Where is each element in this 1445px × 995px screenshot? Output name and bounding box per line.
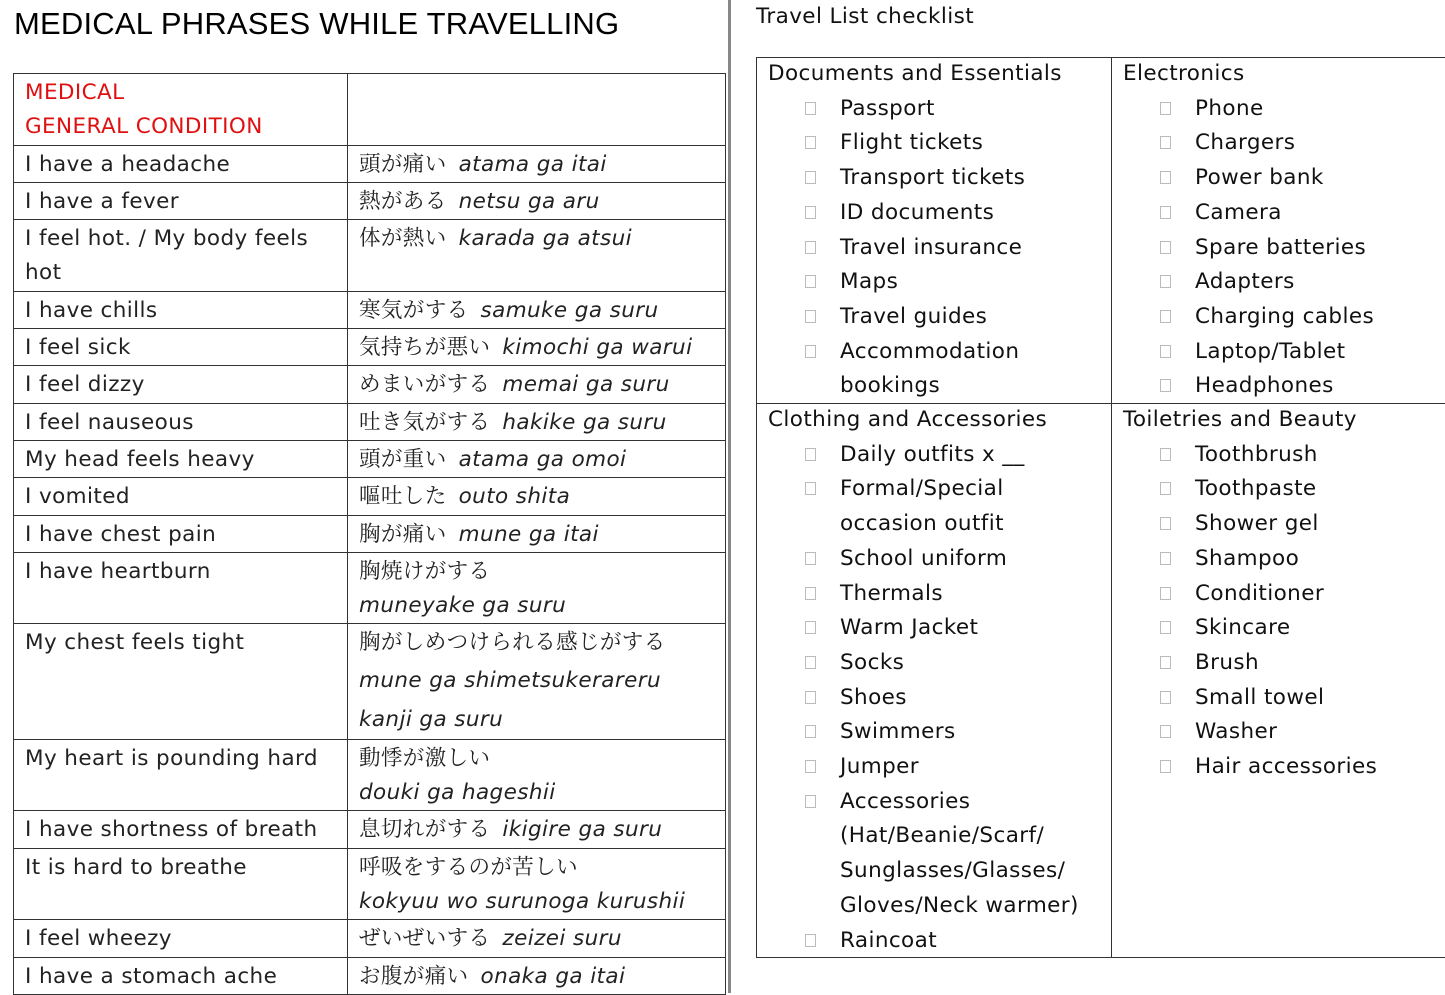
checklist-item[interactable] xyxy=(757,126,1111,161)
checklist-item[interactable] xyxy=(1112,265,1445,300)
checkbox[interactable] xyxy=(1160,102,1171,115)
item-label: Raincoat xyxy=(840,927,938,953)
checkbox[interactable] xyxy=(805,934,816,947)
table-row xyxy=(14,552,726,624)
english-cell: It is hard to breathe xyxy=(14,848,348,920)
table-row xyxy=(14,403,726,440)
checkbox[interactable] xyxy=(805,102,816,115)
table-row xyxy=(14,291,726,328)
english-cell: I feel nauseous xyxy=(14,403,348,440)
table-row xyxy=(14,145,726,182)
japanese-text: 頭が重い xyxy=(359,446,447,472)
checkbox[interactable] xyxy=(805,725,816,738)
checkbox[interactable] xyxy=(805,552,816,565)
checklist-item[interactable] xyxy=(1112,126,1445,161)
japanese-cell xyxy=(348,515,726,552)
item-label: Travel insurance xyxy=(840,234,1023,260)
section-heading: Documents and Essentials xyxy=(768,61,1062,86)
checklist-item[interactable] xyxy=(1112,750,1445,785)
japanese-text: ぜいぜいする xyxy=(359,926,491,952)
romaji-text: mune ga itai xyxy=(458,521,599,547)
item-label: Headphones xyxy=(1195,373,1334,399)
japanese-text: 頭が痛い xyxy=(359,151,447,177)
english-cell: My heart is pounding hard xyxy=(14,739,348,811)
checkbox[interactable] xyxy=(1160,552,1171,565)
item-label: Hair accessories xyxy=(1195,754,1378,780)
section-heading: Clothing and Accessories xyxy=(768,407,1048,432)
japanese-text: 胸がしめつけられる感じがする xyxy=(359,630,666,656)
japanese-cell xyxy=(348,811,726,848)
checklist-item[interactable] xyxy=(757,265,1111,300)
japanese-text: 体が熱い xyxy=(359,226,447,252)
item-label: Skincare xyxy=(1195,615,1291,641)
checklist xyxy=(757,438,1111,959)
table-row xyxy=(14,848,726,920)
item-label: Shoes xyxy=(840,684,907,710)
medical-phrases-table xyxy=(13,73,726,995)
checkbox[interactable] xyxy=(1160,275,1171,288)
section-clothing xyxy=(757,404,1111,958)
checkbox[interactable] xyxy=(1160,171,1171,184)
item-label: Transport tickets xyxy=(840,165,1026,191)
checkbox[interactable] xyxy=(805,621,816,634)
item-label: Washer xyxy=(1195,719,1278,745)
english-cell: I have shortness of breath xyxy=(14,811,348,848)
japanese-text: 息切れがする xyxy=(359,817,491,843)
checkbox[interactable] xyxy=(805,760,816,773)
item-label: Laptop/Tablet xyxy=(1195,338,1346,364)
romaji-text: kanji ga suru xyxy=(359,706,504,732)
checklist-item[interactable] xyxy=(1112,646,1445,681)
item-label: Camera xyxy=(1195,199,1282,225)
section-heading: Electronics xyxy=(1123,61,1245,86)
checklist-item[interactable] xyxy=(1112,681,1445,716)
checkbox[interactable] xyxy=(1160,345,1171,358)
checklist-item[interactable] xyxy=(1112,92,1445,127)
checklist-item[interactable] xyxy=(1112,438,1445,473)
item-label: Chargers xyxy=(1195,130,1296,156)
checklist-item[interactable] xyxy=(757,750,1111,785)
romaji-text: hakike ga suru xyxy=(502,409,667,435)
japanese-cell xyxy=(348,291,726,328)
checkbox[interactable] xyxy=(1160,725,1171,738)
item-label: Passport xyxy=(840,95,935,121)
item-label: Swimmers xyxy=(840,719,956,745)
checklist-item[interactable] xyxy=(757,438,1111,473)
header-empty-cell xyxy=(348,74,726,146)
checklist-item[interactable] xyxy=(757,785,1102,924)
checklist-item[interactable] xyxy=(1112,161,1445,196)
romaji-text: netsu ga aru xyxy=(458,188,600,214)
item-label: Travel guides xyxy=(840,303,988,329)
item-label: Spare batteries xyxy=(1195,234,1367,260)
checkbox[interactable] xyxy=(1160,136,1171,149)
checkbox[interactable] xyxy=(805,795,816,808)
checkbox[interactable] xyxy=(1160,517,1171,530)
romaji-text: outo shita xyxy=(458,484,571,510)
romaji-text: samuke ga suru xyxy=(480,297,659,323)
item-label: School uniform xyxy=(840,545,1008,571)
checklist-item[interactable] xyxy=(1112,300,1445,335)
checklist xyxy=(1112,92,1445,404)
item-label: Small towel xyxy=(1195,684,1325,710)
checkbox[interactable] xyxy=(805,310,816,323)
item-label: Formal/Special occasion outfit xyxy=(840,476,1004,537)
checkbox[interactable] xyxy=(805,241,816,254)
english-cell: I have chills xyxy=(14,291,348,328)
romaji-text: muneyake ga suru xyxy=(359,593,567,619)
item-label: Shampoo xyxy=(1195,545,1300,571)
checklist-title: Travel List checklist xyxy=(756,4,975,29)
item-label: Brush xyxy=(1195,649,1260,675)
checklist-item[interactable] xyxy=(757,577,1111,612)
checklist-item[interactable] xyxy=(757,300,1111,335)
header-cell xyxy=(14,74,348,146)
checkbox[interactable] xyxy=(1160,206,1171,219)
item-label: Phone xyxy=(1195,95,1264,121)
table-row xyxy=(14,329,726,366)
checklist-item[interactable] xyxy=(757,472,1050,541)
item-label: Toothpaste xyxy=(1195,476,1317,502)
table-row xyxy=(14,957,726,994)
english-cell: My chest feels tight xyxy=(14,624,348,739)
japanese-cell xyxy=(348,145,726,182)
item-label: Jumper xyxy=(840,754,920,780)
table-row xyxy=(14,624,726,739)
table-row xyxy=(14,811,726,848)
section-toiletries xyxy=(1112,404,1445,785)
checkbox[interactable] xyxy=(1160,482,1171,495)
checklist-item[interactable] xyxy=(1112,369,1445,404)
japanese-cell xyxy=(348,403,726,440)
header-line-2: GENERAL CONDITION xyxy=(25,114,263,140)
checkbox[interactable] xyxy=(805,136,816,149)
japanese-cell xyxy=(348,478,726,515)
checklist-item[interactable] xyxy=(1112,611,1445,646)
checklist-item[interactable] xyxy=(757,924,1111,959)
table-row xyxy=(14,515,726,552)
checklist-item[interactable] xyxy=(757,335,1020,404)
checkbox[interactable] xyxy=(805,345,816,358)
checklist-item[interactable] xyxy=(757,611,1111,646)
japanese-text: お腹が痛い xyxy=(359,963,469,989)
english-cell: I feel dizzy xyxy=(14,366,348,403)
romaji-text: douki ga hageshii xyxy=(359,780,556,806)
checklist-item[interactable] xyxy=(1112,715,1445,750)
checklist-item[interactable] xyxy=(757,196,1111,231)
item-label: Conditioner xyxy=(1195,580,1325,606)
page-title: MEDICAL PHRASES WHILE TRAVELLING xyxy=(14,6,620,41)
checklist-item[interactable] xyxy=(1112,231,1445,266)
checkbox[interactable] xyxy=(1160,310,1171,323)
item-label: Accessories (Hat/Beanie/Scarf/ Sunglasses/Glasses/ Gloves/Neck warmer) xyxy=(840,788,1079,918)
japanese-cell xyxy=(348,182,726,219)
checkbox[interactable] xyxy=(1160,760,1171,773)
japanese-cell xyxy=(348,220,726,292)
checklist-item[interactable] xyxy=(1112,542,1445,577)
japanese-cell xyxy=(348,329,726,366)
japanese-text: 胸が痛い xyxy=(359,521,447,547)
checkbox[interactable] xyxy=(1160,691,1171,704)
item-label: Adapters xyxy=(1195,269,1295,295)
section-heading: Toiletries and Beauty xyxy=(1123,407,1357,432)
item-label: Thermals xyxy=(840,580,943,606)
checkbox[interactable] xyxy=(805,448,816,461)
japanese-cell xyxy=(348,739,726,811)
romaji-text: atama ga omoi xyxy=(458,446,627,472)
checkbox[interactable] xyxy=(805,587,816,600)
item-label: Accommodation bookings xyxy=(840,338,1020,399)
checkbox[interactable] xyxy=(805,275,816,288)
checklist-item[interactable] xyxy=(1112,507,1445,542)
header-line-1: MEDICAL xyxy=(25,80,125,105)
checkbox[interactable] xyxy=(805,656,816,669)
checklist-item[interactable] xyxy=(757,715,1111,750)
table-row xyxy=(14,739,726,811)
japanese-cell xyxy=(348,920,726,957)
romaji-text: mune ga shimetsukerareru xyxy=(359,667,661,693)
japanese-text: 気持ちが悪い xyxy=(359,335,491,361)
item-label: Warm Jacket xyxy=(840,615,979,641)
romaji-text: onaka ga itai xyxy=(480,963,626,989)
travel-checklist-page xyxy=(731,0,1445,993)
english-cell: I have heartburn xyxy=(14,552,348,624)
checklist-item[interactable] xyxy=(1112,577,1445,612)
checklist-item[interactable] xyxy=(757,231,1111,266)
checklist-item[interactable] xyxy=(1112,335,1445,370)
japanese-text: 呼吸をするのが苦しい xyxy=(359,854,579,880)
english-cell: I have a stomach ache xyxy=(14,957,348,994)
checkbox[interactable] xyxy=(805,171,816,184)
english-cell: I have chest pain xyxy=(14,515,348,552)
item-label: Flight tickets xyxy=(840,130,984,156)
checklist-item[interactable] xyxy=(757,92,1111,127)
english-cell: My head feels heavy xyxy=(14,440,348,477)
japanese-text: 寒気がする xyxy=(359,297,469,323)
item-label: Charging cables xyxy=(1195,303,1375,329)
checkbox[interactable] xyxy=(805,206,816,219)
checkbox[interactable] xyxy=(1160,621,1171,634)
romaji-text: memai ga suru xyxy=(502,372,670,398)
checkbox[interactable] xyxy=(805,482,816,495)
section-documents xyxy=(757,58,1111,404)
japanese-cell xyxy=(348,848,726,920)
table-row xyxy=(14,220,726,292)
japanese-cell xyxy=(348,624,726,739)
checkbox[interactable] xyxy=(1160,379,1171,392)
item-label: Toothbrush xyxy=(1195,441,1318,467)
checklist-item[interactable] xyxy=(757,646,1111,681)
checkbox[interactable] xyxy=(1160,656,1171,669)
romaji-text: atama ga itai xyxy=(458,151,607,177)
japanese-text: 動悸が激しい xyxy=(359,745,491,771)
english-cell: I feel sick xyxy=(14,329,348,366)
item-label: Shower gel xyxy=(1195,511,1319,537)
checklist-item[interactable] xyxy=(757,542,1111,577)
item-label: Maps xyxy=(840,269,899,295)
table-row xyxy=(14,366,726,403)
japanese-cell xyxy=(348,440,726,477)
japanese-cell xyxy=(348,957,726,994)
english-cell: I vomited xyxy=(14,478,348,515)
romaji-text: karada ga atsui xyxy=(458,226,632,252)
english-cell: I feel hot. / My body feels hot xyxy=(14,220,348,292)
japanese-text: めまいがする xyxy=(359,372,491,398)
japanese-cell xyxy=(348,366,726,403)
item-label: Socks xyxy=(840,649,905,675)
checklist-item[interactable] xyxy=(757,161,1111,196)
table-header-row xyxy=(14,74,726,146)
romaji-text: zeizei suru xyxy=(502,926,622,952)
checkbox[interactable] xyxy=(1160,448,1171,461)
table-row xyxy=(14,920,726,957)
japanese-text: 熱がある xyxy=(359,188,447,214)
checklist-item[interactable] xyxy=(1112,196,1445,231)
romaji-text: ikigire ga suru xyxy=(502,817,663,843)
japanese-text: 嘔吐した xyxy=(359,484,447,510)
item-label: Power bank xyxy=(1195,165,1324,191)
item-label: Daily outfits x __ xyxy=(840,441,1025,467)
checkbox[interactable] xyxy=(1160,241,1171,254)
japanese-text: 吐き気がする xyxy=(359,409,491,435)
checkbox[interactable] xyxy=(1160,587,1171,600)
checklist xyxy=(757,92,1111,404)
checklist-item[interactable] xyxy=(757,681,1111,716)
table-row xyxy=(14,440,726,477)
section-electronics xyxy=(1112,58,1445,404)
japanese-text: 胸焼けがする xyxy=(359,558,491,584)
japanese-cell xyxy=(348,552,726,624)
english-cell: I have a fever xyxy=(14,182,348,219)
table-row xyxy=(14,182,726,219)
table-row xyxy=(14,478,726,515)
english-cell: I have a headache xyxy=(14,145,348,182)
english-cell: I feel wheezy xyxy=(14,920,348,957)
checklist-grid xyxy=(756,57,1445,958)
checkbox[interactable] xyxy=(805,691,816,704)
romaji-text: kokyuu wo surunoga kurushii xyxy=(359,888,686,914)
checklist-item[interactable] xyxy=(1112,472,1445,507)
romaji-text: kimochi ga warui xyxy=(502,335,693,361)
item-label: ID documents xyxy=(840,199,995,225)
checklist xyxy=(1112,438,1445,785)
